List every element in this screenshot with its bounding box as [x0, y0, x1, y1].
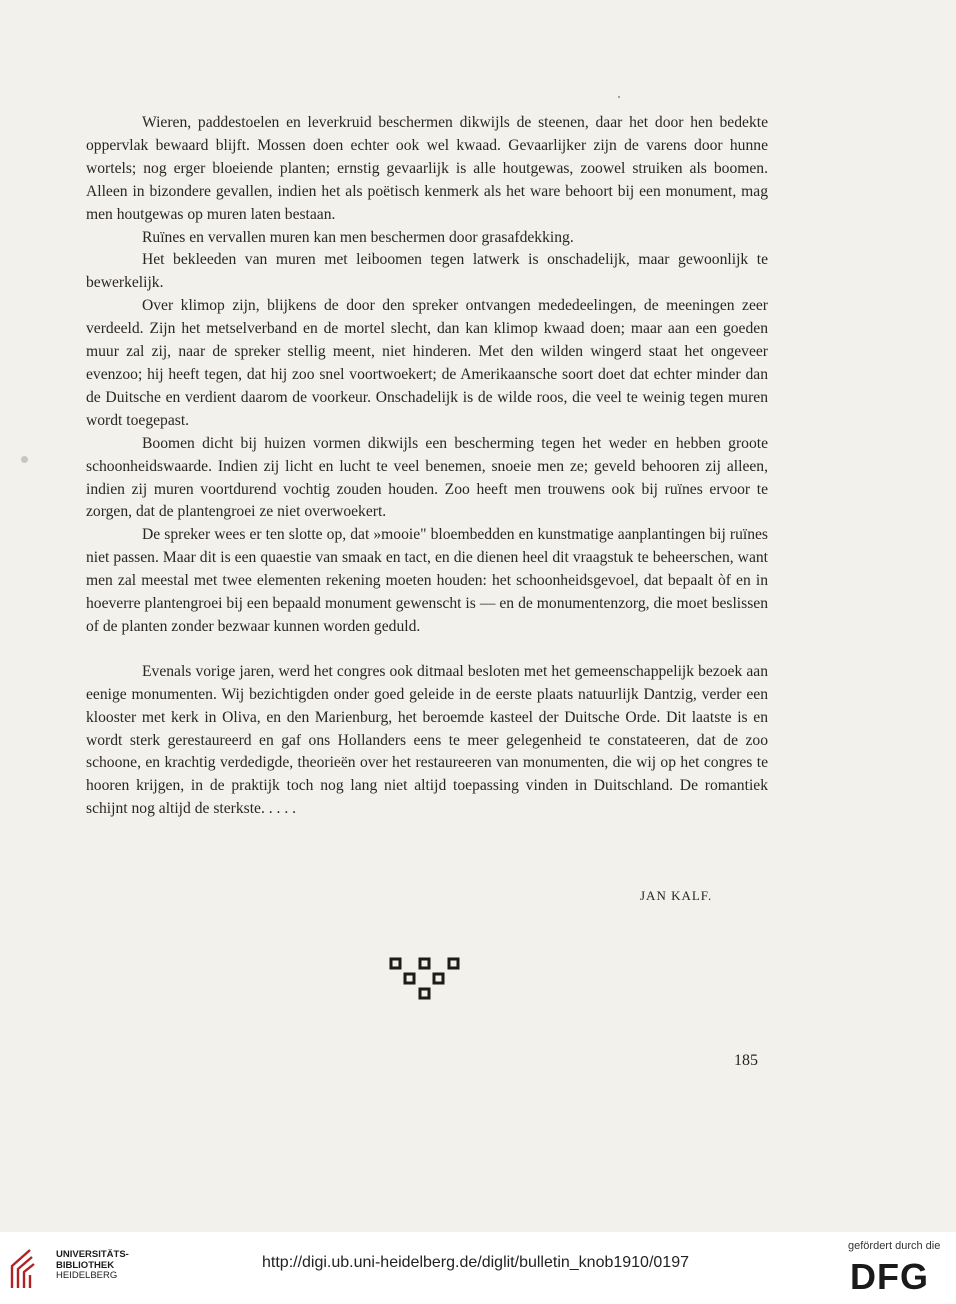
library-name-line: UNIVERSITÄTS-	[56, 1249, 129, 1260]
dfg-logo: DFG	[850, 1256, 929, 1297]
library-name	[56, 1250, 129, 1282]
decorative-squares-ornament	[388, 956, 462, 1004]
source-url-link[interactable]: http://digi.ub.uni-heidelberg.de/diglit/bulletin_knob1910/0197	[262, 1254, 689, 1271]
author-signature: JAN KALF.	[640, 888, 713, 903]
paragraph: Ruïnes en vervallen muren kan men beschermen door grasafdekking.	[142, 228, 574, 246]
scan-speck	[21, 456, 28, 463]
digitization-footer	[0, 1232, 956, 1304]
paragraph: Over klimop zijn, blijkens de door den spreker ontvangen mededeelingen, de meeningen zeer verdeeld. Zijn het metselverband en de mortel slecht, dan kan klimop kwaad doen; maar aan een goeden muur zal zij, naar de spreker stellig meent, niet hinderen. Met den wilden wingerd staat het ongeveer evenzoo; hij heeft tegen, dat hij zoo snel voortwoekert; de Amerikaansche soort doet dat echter minder dan de Duitsche en verdient daarom de voorkeur. Onschadelijk is de wilde roos, die veel te weinig tegen muren wordt toegepast.	[86, 297, 768, 429]
paragraph: Het bekleeden van muren met leiboomen tegen latwerk is onschadelijk, maar gewoonlijk te bewerkelijk.	[86, 251, 768, 292]
library-name-line: HEIDELBERG	[56, 1270, 118, 1281]
paragraph: Evenals vorige jaren, werd het congres ook ditmaal besloten met het gemeenschappelijk bezoek aan eenige monumenten. Wij bezichtigden onder goed geleide in de eerste plaats natuurlijk Dantzig, verder een klooster met kerk in Oliva, en den Marienburg, het beroemde kasteel der Duitsche Orde. Dit laatste is en wordt sterk gerestaureerd en gaf ons Hollanders eens te meer gelegenheid te constateeren, dat de zoo schoone, en krachtig verdedigde, theorieën over het restaureeren van monumenten, die wij op het congres te hooren krijgen, in de praktijk toch nog lang niet altijd toepassing vinden in Duitschland. De romantiek schijnt nog altijd de sterkste. . . . .	[86, 662, 768, 818]
page-number: 185	[734, 1052, 758, 1069]
paragraph: Boomen dicht bij huizen vormen dikwijls een bescherming tegen het weder en hebben groote schoonheidswaarde. Indien zij licht en lucht te veel benemen, snoeie men ze; geveld behooren zij alleen, indien zij muren voortdurend vochtig zouden houden. Zoo heeft men trouwens ook bij ruïnes ervoor te zorgen, dat de plantengroei ze niet overwoekert.	[86, 434, 768, 521]
funding-caption: gefördert durch die	[848, 1240, 941, 1252]
library-logo-icon	[8, 1246, 52, 1292]
scan-speck	[618, 96, 620, 98]
library-name-line: BIBLIOTHEK	[56, 1259, 115, 1271]
paragraph: De spreker wees er ten slotte op, dat »mooie" bloembedden en kunstmatige aanplantingen bij ruïnes niet passen. Maar dit is een quaestie van smaak en tact, en die dienen heel dit vraagstuk te beheerschen, want men zal meestal met twee elementen rekening moeten houden: het schoonheidsgevoel, dat bepaalt òf en in hoeverre plantengroei bij een bepaald monument gewenscht is — en de monumentenzorg, die moet beslissen of de planten zonder bezwaar kunnen worden geduld.	[86, 526, 768, 635]
paragraph: Wieren, paddestoelen en leverkruid beschermen dikwijls de steenen, daar het door hen bedekte oppervlak bewaard blijft. Mossen doen echter ook wel kwaad. Gevaarlijker zijn de varens door hunne wortels; nog erger bloeiende planten; ernstig gevaarlijk is alle houtgewas, zoowel struiken als boomen. Alleen in bizondere gevallen, indien het als poëtisch kenmerk als het ware behoort bij een monument, mag men houtgewas op muren laten bestaan.	[86, 114, 768, 223]
article-body	[86, 112, 768, 821]
